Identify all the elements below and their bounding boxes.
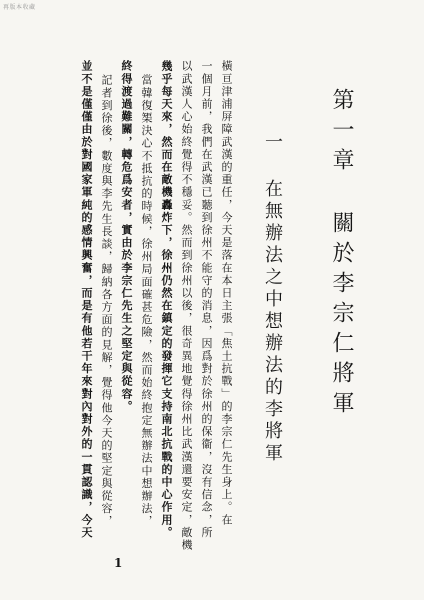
page-number: 1 <box>114 556 123 570</box>
text-column-4: 幾乎每天來，然而在敵機轟炸下，徐州仍然在鎮定的發揮它支持南北抗戰的中心作用。 <box>160 60 173 539</box>
text-column-5: 當韓復榘決心不抵抗的時候，徐州局面確甚危險，然而始終抱定無辦法中想辦法， <box>140 74 153 528</box>
chapter-title: 第一章 關於李宗仁將軍 <box>329 88 354 421</box>
text-column-2: 一個月前，我們在武漢已聽到徐州不能守的消息，因爲對於徐州的保衞，沒有信念，所 <box>200 60 213 539</box>
text-column-8: 並不是僅僅由於對國家軍純的感情興奮，而是有他若干年來對內對外的一貫認識，今天 <box>80 60 93 539</box>
text-column-6: 終得渡過難關，轉危爲安者，實由於李宗仁先生之堅定與從容。 <box>120 60 133 413</box>
section-title: 一 在無辦法之中想辦法的李將軍 <box>262 132 283 465</box>
text-column-3: 以武漢人心始終覺得不穩妥。然而到徐州以後，很奇異地覺得徐州比武漢還要安定，敵機 <box>180 60 193 552</box>
text-column-7: 記者到徐後，數度與李先生長談，歸納各方面的見解，覺得他今天的堅定與從容， <box>100 74 113 528</box>
text-column-1: 橫亘津浦屏障武漢的重任，今天是落在本日主張「焦土抗戰」的李宗仁先生身上。在 <box>220 60 233 527</box>
header-note: 再版本收藏 <box>3 4 36 11</box>
